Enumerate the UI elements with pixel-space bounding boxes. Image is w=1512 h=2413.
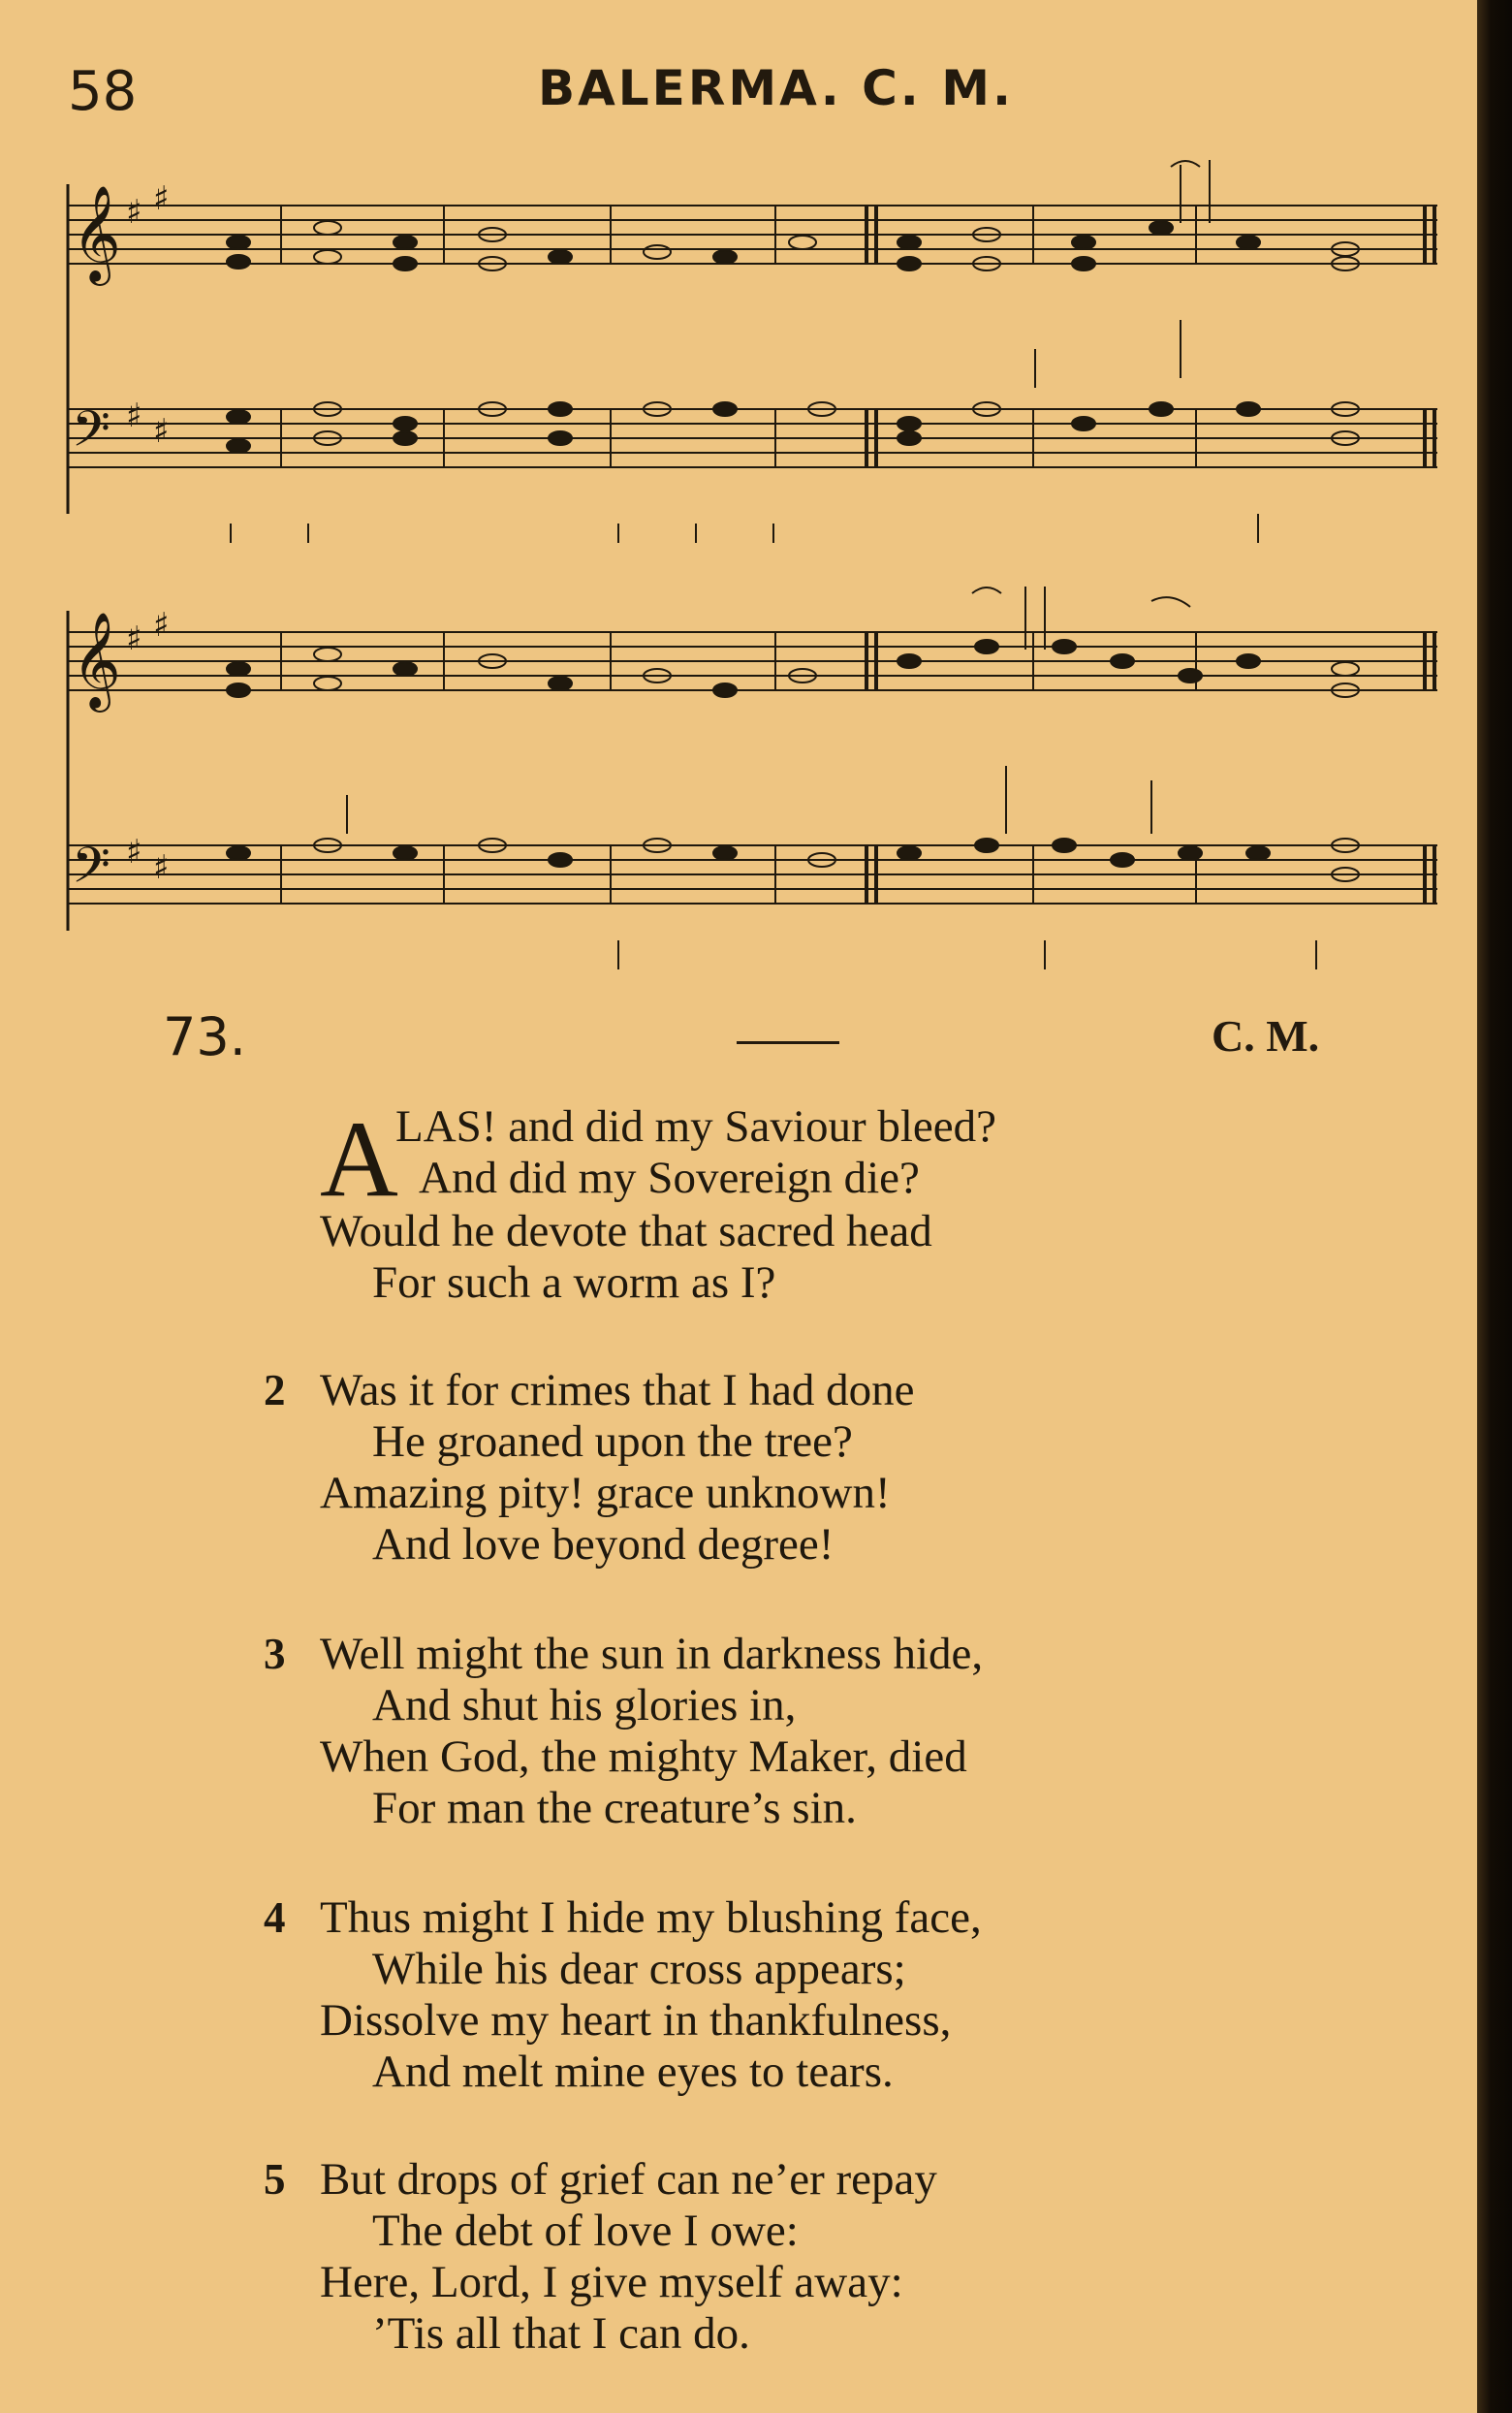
music-score (56, 145, 1452, 969)
stanza-line: He groaned upon the tree? (372, 1416, 853, 1467)
hymn-meter: C. M. (1212, 1011, 1320, 1061)
page-edge-shadow (1477, 0, 1512, 2413)
stanza-line: While his dear cross appears; (372, 1944, 906, 1994)
stanza-1-line-4: For such a worm as I? (372, 1257, 776, 1308)
svg-text:♯: ♯ (153, 848, 170, 887)
bass-clef-icon: 𝄢 (72, 399, 110, 470)
hymn-dash (737, 1041, 839, 1044)
svg-text:♯: ♯ (153, 606, 170, 645)
stanza-line: For man the creature’s sin. (372, 1783, 857, 1833)
svg-text:♯: ♯ (153, 412, 170, 451)
stanza-line: And shut his glories in, (372, 1680, 797, 1730)
stanza-2 (264, 1365, 915, 1571)
stanza-number: 2 (264, 1366, 286, 1414)
svg-text:♯: ♯ (126, 193, 142, 232)
hymn-number: 73. (163, 1006, 246, 1067)
stanza-1-cont (320, 1206, 932, 1309)
stanza-number: 4 (264, 1893, 286, 1942)
stanza-5 (264, 2154, 937, 2360)
treble-clef-icon: 𝄞 (72, 185, 121, 282)
stanza-line: Here, Lord, I give myself away: (320, 2257, 903, 2307)
stanza-line: Well might the sun in darkness hide, (320, 1629, 984, 1679)
staff-system-2-bass (68, 845, 1437, 904)
stanza-line: Was it for crimes that I had done (320, 1365, 915, 1415)
stanza-1-line-3: Would he devote that sacred head (320, 1206, 932, 1256)
svg-text:♯: ♯ (126, 397, 142, 435)
stanza-4 (264, 1892, 982, 2098)
stanza-number: 5 (264, 2155, 286, 2204)
page-number: 58 (68, 60, 138, 123)
stanza-line: And love beyond degree! (372, 1519, 835, 1570)
stanza-line: Amazing pity! grace unknown! (320, 1468, 891, 1518)
tune-title: BALERMA. C. M. (538, 60, 1014, 116)
stanza-line: Dissolve my heart in thankfulness, (320, 1995, 952, 2046)
stanza-line: ’Tis all that I can do. (372, 2308, 750, 2359)
stanza-line: When God, the mighty Maker, died (320, 1731, 967, 1782)
staff-system-1-treble (68, 206, 1437, 264)
stanza-3 (264, 1629, 984, 1834)
bass-clef-icon: 𝄢 (72, 836, 110, 906)
svg-text:♯: ♯ (126, 833, 142, 872)
stanza-line: The debt of love I owe: (372, 2206, 799, 2256)
stanza-1-line-1: LAS! and did my Saviour bleed? (395, 1101, 997, 1152)
staff-system-1-bass (68, 409, 1437, 467)
svg-text:♯: ♯ (153, 179, 170, 218)
stanza-1-line-2: And did my Sovereign die? (419, 1153, 920, 1203)
stanza-number: 3 (264, 1630, 286, 1678)
stanza-line: But drops of grief can ne’er repay (320, 2154, 937, 2205)
stanza-1 (395, 1101, 996, 1204)
svg-text:♯: ♯ (126, 619, 142, 658)
stanza-line: And melt mine eyes to tears. (372, 2047, 894, 2097)
drop-cap: A (320, 1099, 398, 1220)
treble-clef-icon: 𝄞 (72, 612, 121, 709)
stanza-line: Thus might I hide my blushing face, (320, 1892, 982, 1943)
staff-system-2-treble (68, 632, 1437, 690)
